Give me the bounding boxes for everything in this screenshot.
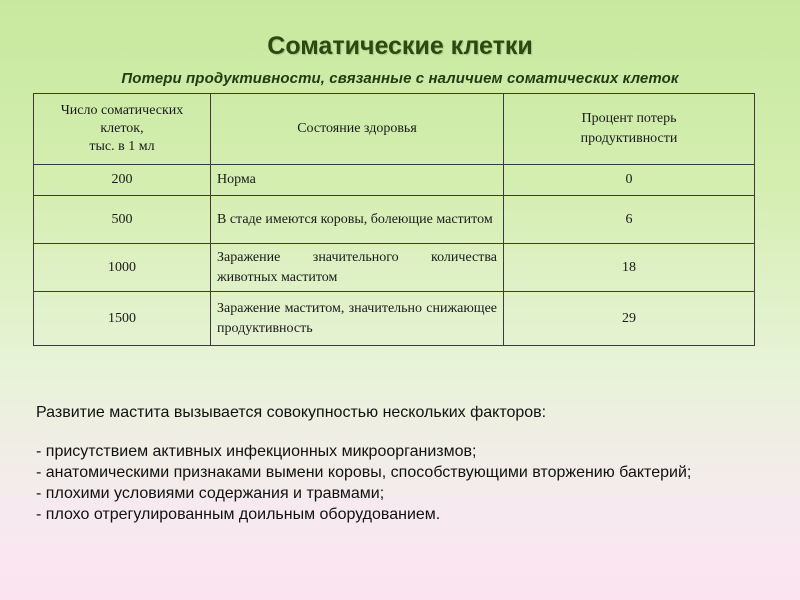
cell-count: 1500: [34, 292, 211, 346]
cell-count: 1000: [34, 244, 211, 292]
somatic-cells-table: [33, 93, 755, 346]
factors-text: [36, 402, 756, 525]
header-cell-health: [211, 94, 504, 165]
table-row: [34, 244, 755, 292]
factor-item: - анатомическими признаками вымени коровы, способствующими вторжению бактерий;: [36, 464, 692, 481]
factors-intro: Развитие мастита вызывается совокупностью нескольких факторов:: [36, 404, 547, 421]
cell-health: [211, 292, 504, 346]
factor-item: - плохо отрегулированным доильным оборудованием.: [36, 506, 441, 523]
table-row: [34, 165, 755, 196]
cell-health-text: Заражение значительного количества животных маститом: [217, 249, 497, 285]
header-cell-loss: [504, 94, 755, 165]
cell-loss: 0: [504, 165, 755, 196]
cell-count: 200: [34, 165, 211, 196]
header-count-label: Число соматических клеток, тыс. в 1 мл: [60, 103, 184, 154]
cell-loss: 18: [504, 244, 755, 292]
cell-health: Норма: [211, 165, 504, 196]
header-loss-label: Процент потерь продуктивности: [580, 111, 678, 146]
cell-health: [211, 244, 504, 292]
cell-health: [211, 196, 504, 244]
table-caption: Потери продуктивности, связанные с наличием соматических клеток: [121, 70, 679, 87]
cell-loss: 6: [504, 196, 755, 244]
factor-item: - плохими условиями содержания и травмами;: [36, 485, 385, 502]
table-row: [34, 196, 755, 244]
cell-loss: 29: [504, 292, 755, 346]
page-title: Соматические клетки: [267, 32, 533, 60]
table-header-row: [34, 94, 755, 165]
factor-item: - присутствием активных инфекционных микроорганизмов;: [36, 443, 477, 460]
header-health-label: Состояние здоровья: [297, 121, 417, 136]
cell-health-text: Заражение маститом, значительно снижающее продуктивность: [217, 300, 497, 336]
cell-health-text: В стаде имеются коровы, болеющие маститом: [217, 211, 493, 227]
table-row: [34, 292, 755, 346]
cell-count: 500: [34, 196, 211, 244]
header-cell-count: [34, 94, 211, 165]
